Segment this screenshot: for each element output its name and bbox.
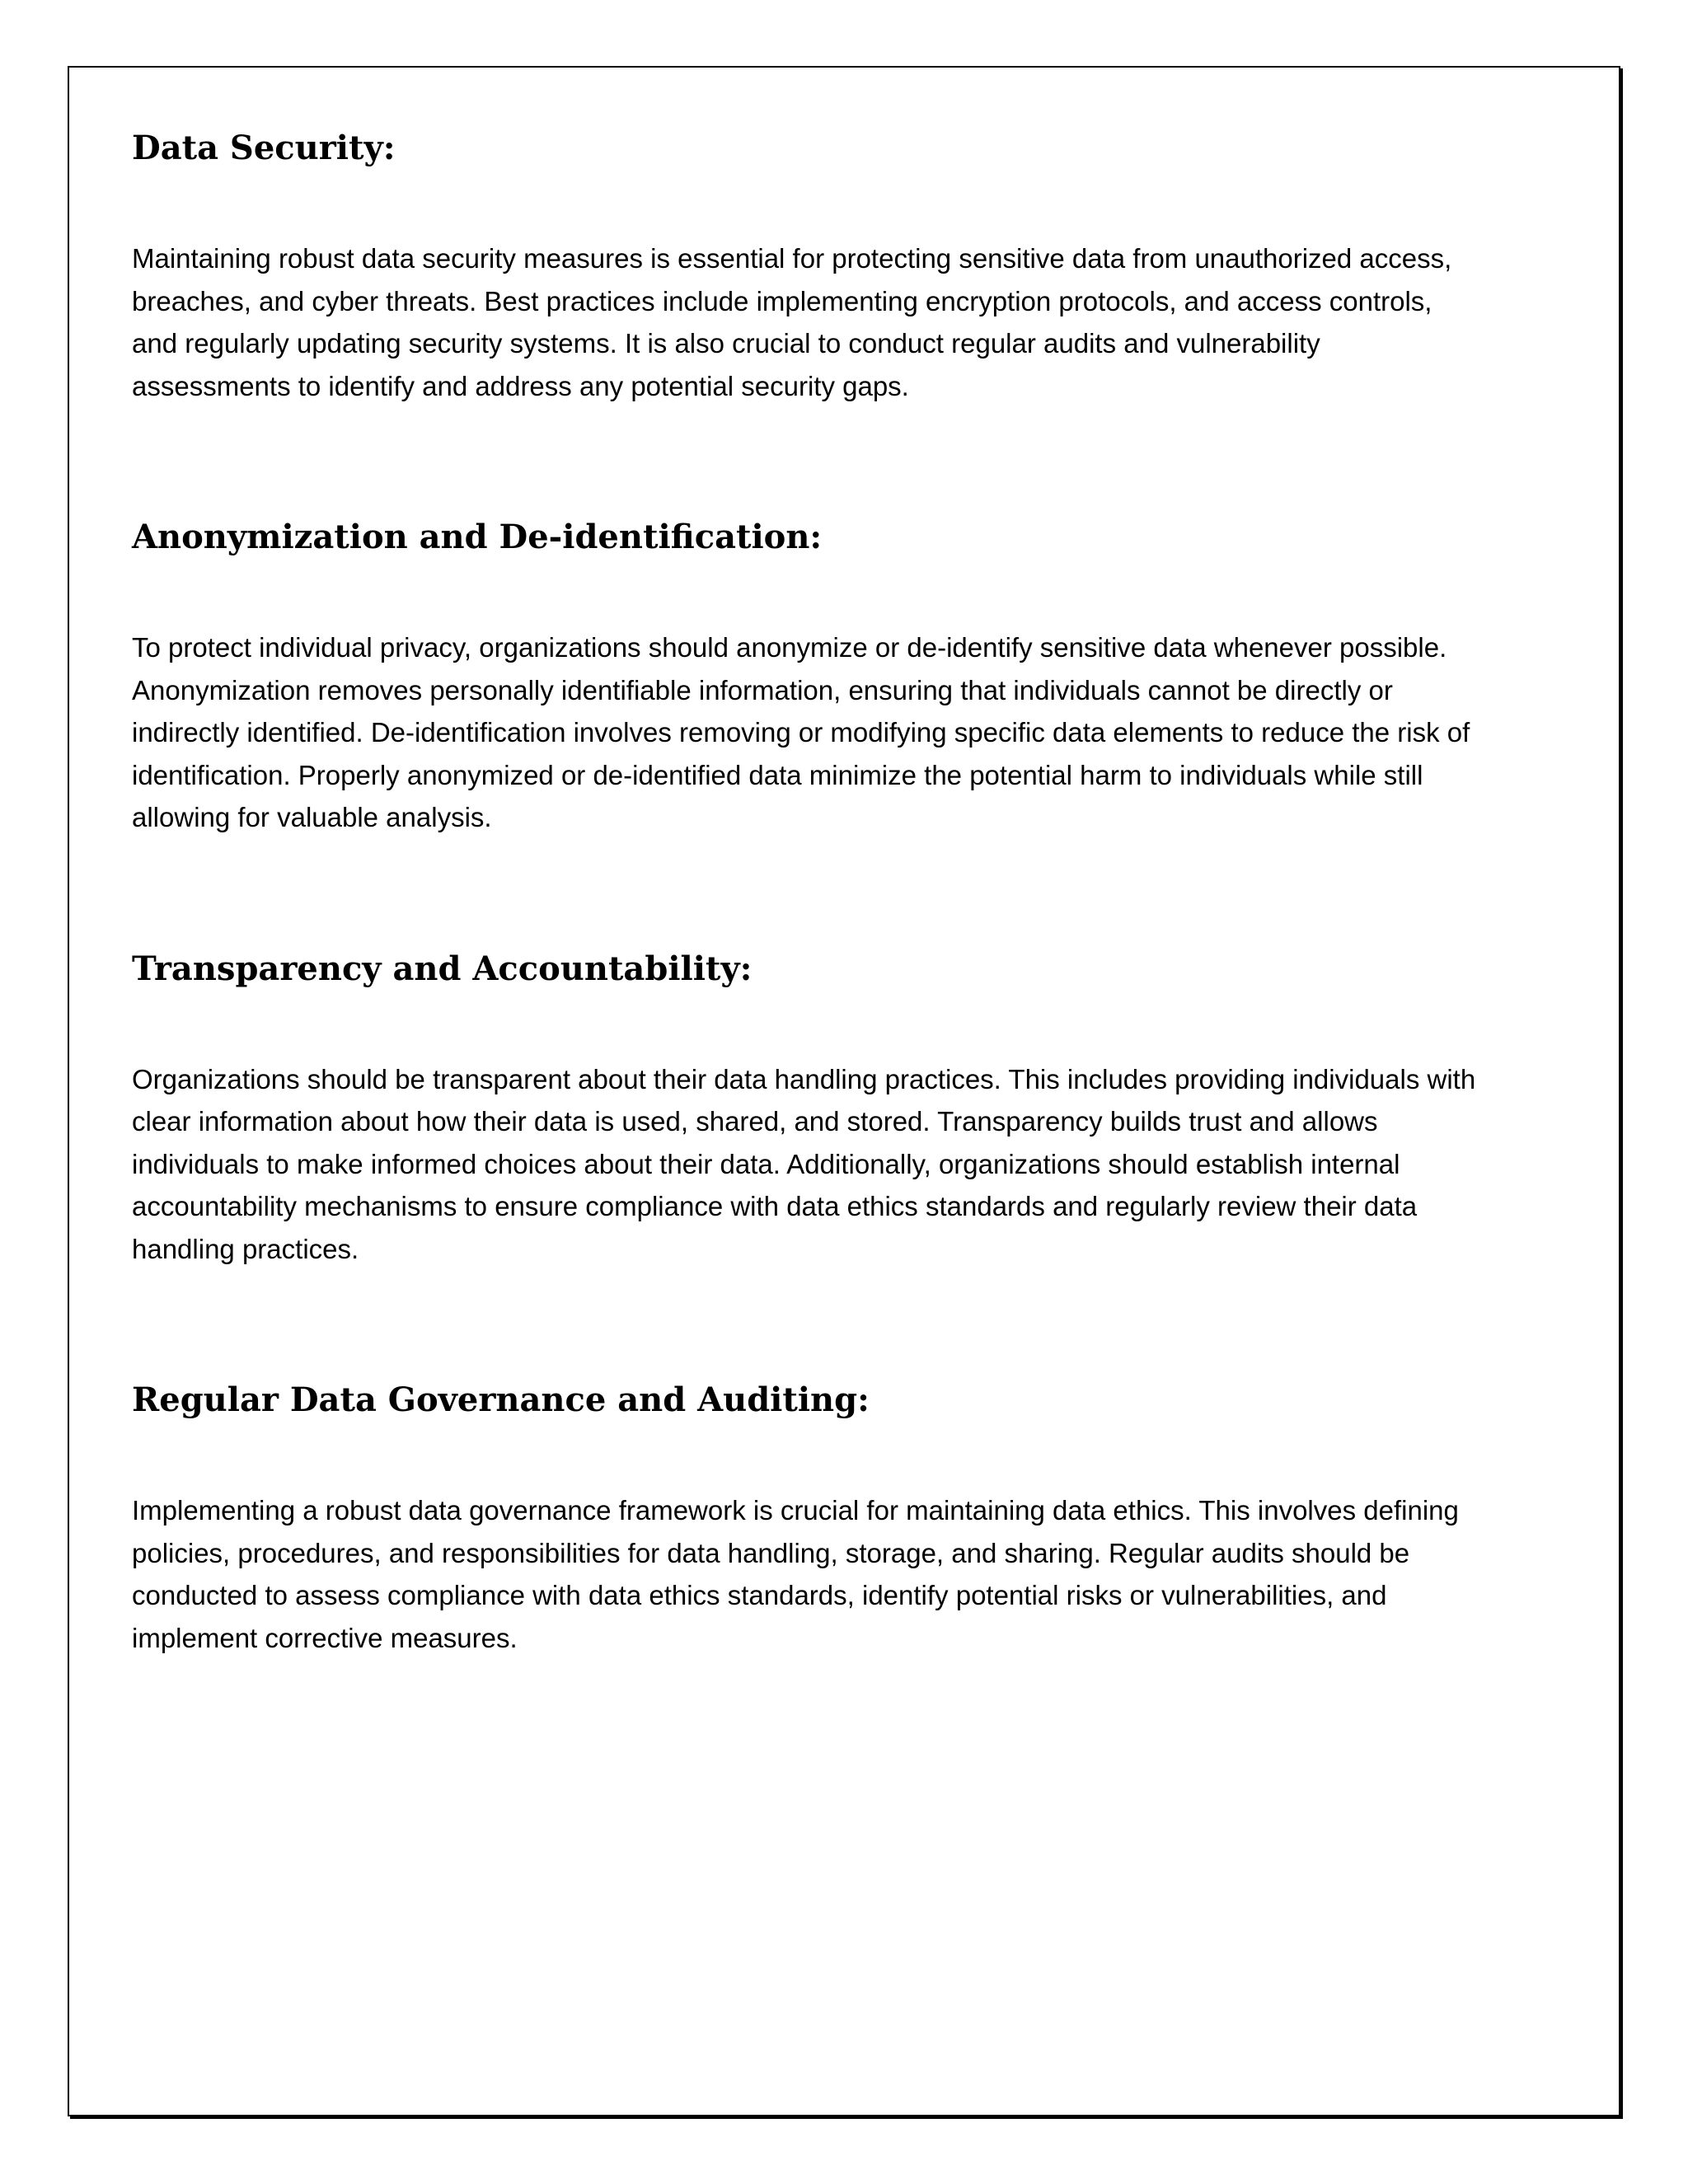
section-paragraph: Organizations should be transparent about their data handling practices. This includes providing individuals with clear information about how their data is used, shared, and stored. Transparency builds trust and allows individuals to make informed choices about their data. Additionally, organizations should establish internal accountability mechanisms to ensure compliance with data ethics standards and regularly review their data handling practices. (132, 1063, 1476, 1264)
section-heading: Anonymization and De-identification: (132, 518, 823, 556)
section-data-security (132, 124, 1484, 407)
section-heading: Data Security: (132, 129, 396, 167)
section-paragraph: To protect individual privacy, organizations should anonymize or de-identify sensitive data whenever possible. Anonymization removes personally identifiable information, ensuring that individuals cannot be directly or indirectly identified. De-identification involves removing or modifying specific data elements to reduce the risk of identification. Properly anonymized or de-identified data minimize the potential harm to individuals while still allowing for valuable analysis. (132, 632, 1470, 832)
section-anonymization (132, 513, 1484, 839)
section-transparency (132, 944, 1484, 1271)
section-paragraph: Maintaining robust data security measures is essential for protecting sensitive data from unauthorized access, breaches, and cyber threats. Best practices include implementing encryption protocols, and access controls, and regularly updating security systems. It is also crucial to conduct regular audits and vulnerability assessments to identify and address any potential security gaps. (132, 243, 1452, 401)
section-governance (132, 1376, 1484, 1659)
section-heading: Regular Data Governance and Auditing: (132, 1380, 870, 1419)
section-paragraph: Implementing a robust data governance framework is crucial for maintaining data ethics. This involves defining policies, procedures, and responsibilities for data handling, storage, and sharing. Regular audits should be conducted to assess compliance with data ethics standards, identify potential risks or vulnerabilities, and implement corrective measures. (132, 1495, 1459, 1653)
document-content (132, 124, 1484, 1659)
section-heading: Transparency and Accountability: (132, 949, 753, 988)
